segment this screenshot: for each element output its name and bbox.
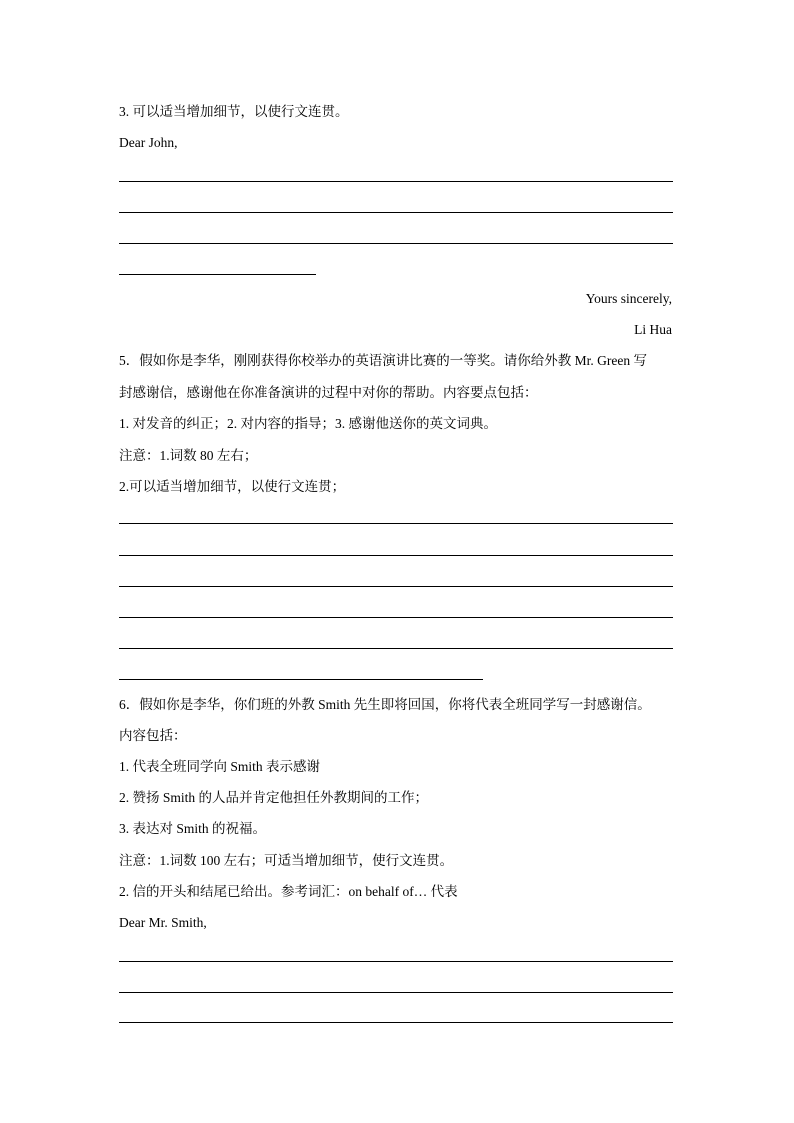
answer-line — [119, 181, 673, 182]
question-6-note-2: 2. 信的开头和结尾已给出。参考词汇：on behalf of… 代表 — [119, 884, 458, 899]
answer-line — [119, 212, 673, 213]
question-6-point-3: 3. 表达对 Smith 的祝福。 — [119, 821, 267, 836]
answer-line — [119, 961, 673, 962]
question-5-note-1: 注意：1.词数 80 左右； — [119, 448, 258, 463]
answer-line — [119, 523, 673, 524]
answer-line — [119, 1022, 673, 1023]
question-6-content-label: 内容包括： — [119, 728, 187, 743]
answer-line — [119, 992, 673, 993]
answer-line — [119, 555, 673, 556]
question-5-prompt: 5．假如你是李华，刚刚获得你校举办的英语演讲比赛的一等奖。请你给外教 Mr. Green 写 — [119, 353, 647, 368]
answer-line — [119, 617, 673, 618]
answer-line-short — [119, 679, 483, 680]
answer-line-short — [119, 274, 316, 275]
question-6-point-1: 1. 代表全班同学向 Smith 表示感谢 — [119, 759, 321, 774]
letter-greeting: Dear John, — [119, 135, 178, 150]
question-5-note-2: 2.可以适当增加细节，以使行文连贯； — [119, 479, 346, 494]
question-6-note-1: 注意：1.词数 100 左右；可适当增加细节，使行文连贯。 — [119, 853, 454, 868]
answer-line — [119, 648, 673, 649]
question-6-point-2: 2. 赞扬 Smith 的人品并肯定他担任外教期间的工作； — [119, 790, 429, 805]
letter-signature: Li Hua — [634, 322, 672, 337]
instruction-note-3: 3. 可以适当增加细节，以使行文连贯。 — [119, 104, 349, 119]
question-5-prompt-cont: 封感谢信，感谢他在你准备演讲的过程中对你的帮助。内容要点包括： — [119, 385, 538, 400]
question-6-prompt: 6．假如你是李华，你们班的外教 Smith 先生即将回国，你将代表全班同学写一封感谢信。 — [119, 697, 651, 712]
question-6-greeting: Dear Mr. Smith, — [119, 915, 207, 930]
question-5-points: 1. 对发音的纠正；2. 对内容的指导；3. 感谢他送你的英文词典。 — [119, 416, 497, 431]
answer-line — [119, 243, 673, 244]
answer-line — [119, 586, 673, 587]
letter-closing: Yours sincerely, — [585, 291, 672, 306]
